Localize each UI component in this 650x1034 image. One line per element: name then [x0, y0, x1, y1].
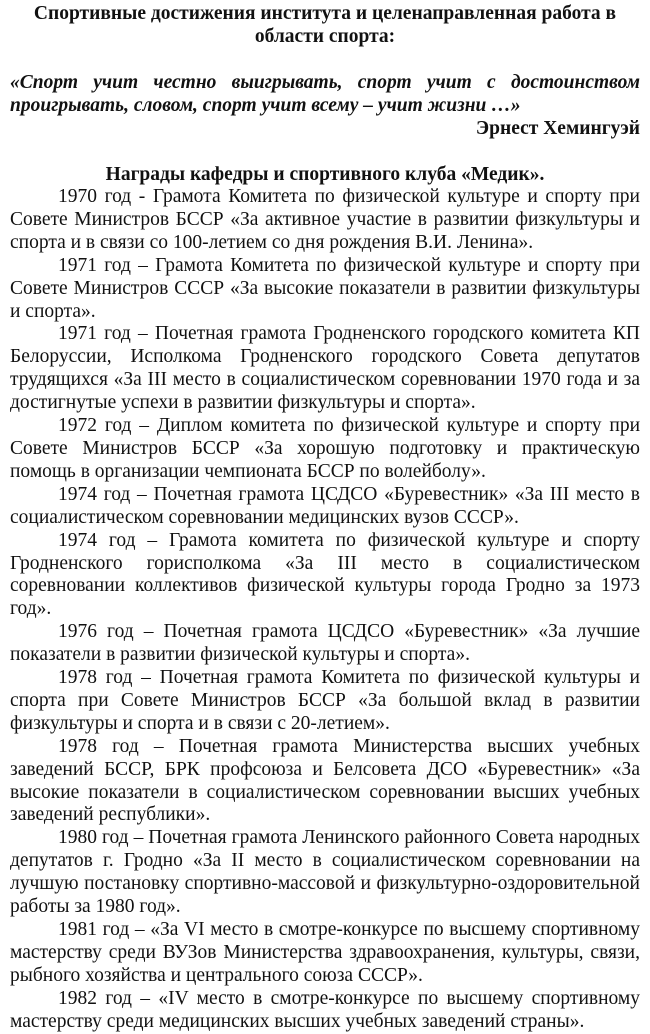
- award-entry: 1971 год – Почетная грамота Гродненского городского комитета КП Белоруссии, Исполкома Гродненского городского Совета депутатов трудящихся «За III место в социалистическом соревновании 1970 года и за достигнутые успехи в развитии физкультуры и спорта».: [10, 323, 640, 414]
- document-heading: Спортивные достижения института и целенаправленная работа в области спорта:: [33, 3, 617, 47]
- award-entry: 1978 год – Почетная грамота Министерства высших учебных заведений БССР, БРК профсоюза и Белсовета ДСО «Буревестник» «За высокие показатели в социалистическом соревновании высших учебных заведений республики».: [10, 735, 640, 826]
- awards-list: [10, 186, 640, 1034]
- award-entry: 1980 год – Почетная грамота Ленинского районного Совета народных депутатов г. Гродно «За II место в социалистическом соревновании на лучшую постановку спортивно-массовой и физкультурно-оздоровительной работы за 1980 год».: [10, 827, 640, 918]
- award-entry: 1971 год – Грамота Комитета по физической культуре и спорту при Совете Министров СССР «За высокие показатели в развитии физкультуры и спорта».: [10, 254, 640, 322]
- award-entry: 1981 год – «За VI место в смотре-конкурсе по высшему спортивному мастерству среди ВУЗов Министерства здравоохранения, культуры, связи, рыбного хозяйства и центрального союза СССР».: [10, 919, 640, 986]
- award-entry: 1970 год - Грамота Комитета по физической культуре и спорту при Совете Министров БССР «За активное участие в развитии физкультуры и спорта и в связи со 100-летием со дня рождения В.И. Ленина».: [10, 186, 640, 253]
- award-entry: 1982 год – «IV место в смотре-конкурсе по высшему спортивному мастерству среди медицинских высших учебных заведений страны».: [10, 987, 640, 1032]
- document-page: [10, 2, 640, 1034]
- award-entry: 1972 год – Диплом комитета по физической культуре и спорту при Совете Министров БССР «За хорошую подготовку и практическую помощь в организации чемпионата БССР по волейболу».: [10, 415, 640, 482]
- award-entry: 1974 год – Грамота комитета по физической культуре и спорту Гродненского горисполкома «За III место в социалистическом соревновании коллективов физической культуры города Гродно за 1973 год».: [10, 529, 640, 620]
- section-title: Награды кафедры и спортивного клуба «Медик».: [105, 164, 545, 185]
- epigraph-quote: «Спорт учит честно выигрывать, спорт учит с достоинством проигрывать, словом, спорт учит всему – учит жизни …»: [10, 72, 640, 116]
- award-entry: 1974 год – Почетная грамота ЦСДСО «Буревестник» «За III место в социалистическом соревновании медицинских вузов СССР».: [10, 483, 640, 528]
- award-entry: 1976 год – Почетная грамота ЦСДСО «Буревестник» «За лучшие показатели в развитии физической культуры и спорта».: [10, 621, 640, 666]
- award-entry: 1978 год – Почетная грамота Комитета по физической культуры и спорта при Совете Министров БССР «За большой вклад в развитии физкультуры и спорта и в связи с 20-летием».: [10, 667, 640, 734]
- epigraph-author: Эрнест Хемингуэй: [475, 118, 640, 139]
